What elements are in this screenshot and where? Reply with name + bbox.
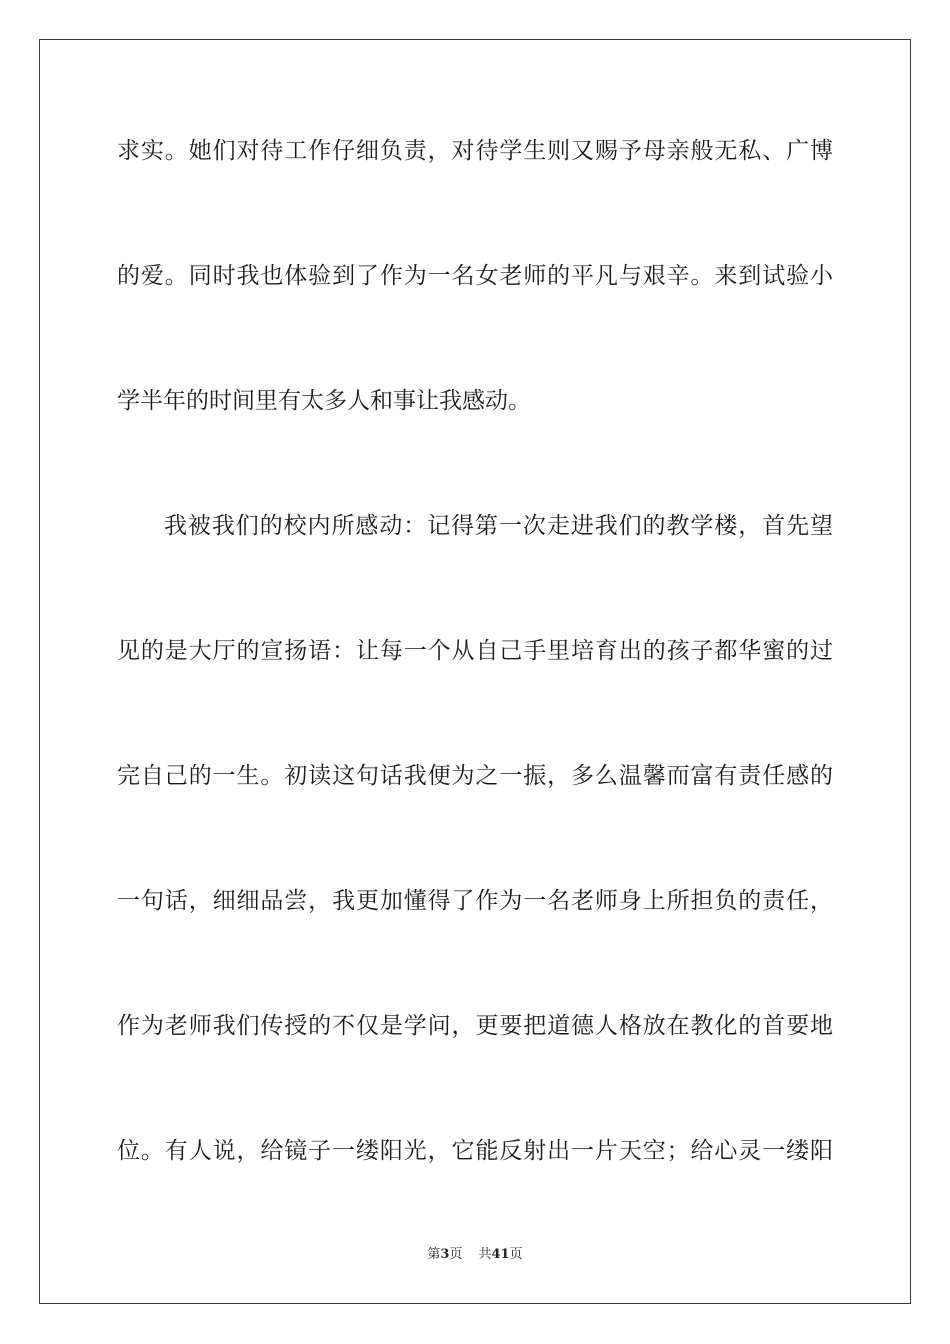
total-suffix: 页 <box>509 1247 523 1262</box>
text-line-1: 求实。她们对待工作仔细负责，对待学生则又赐予母亲般无私、广博 <box>117 138 833 164</box>
page-prefix: 第 <box>427 1247 441 1262</box>
page-border <box>39 39 911 1304</box>
text-line-9: 位。有人说，给镜子一缕阳光，它能反射出一片天空；给心灵一缕阳 <box>117 1138 833 1164</box>
text-line-6: 完自己的一生。初读这句话我便为之一振，多么温馨而富有责任感的 <box>117 763 833 789</box>
text-line-7: 一句话，细细品尝，我更加懂得了作为一名老师身上所担负的责任， <box>117 888 833 914</box>
page-footer <box>0 1246 950 1264</box>
total-pages: 41 <box>491 1247 510 1262</box>
text-line-8: 作为老师我们传授的不仅是学问，更要把道德人格放在教化的首要地 <box>117 1013 833 1039</box>
total-prefix: 共 <box>478 1247 492 1262</box>
page-number: 3 <box>440 1247 450 1262</box>
page-suffix: 页 <box>449 1247 463 1262</box>
text-line-3: 学半年的时间里有太多人和事让我感动。 <box>117 388 531 414</box>
text-line-4: 我被我们的校内所感动：记得第一次走进我们的教学楼，首先望 <box>164 513 833 539</box>
text-line-2: 的爱。同时我也体验到了作为一名女老师的平凡与艰辛。来到试验小 <box>117 263 833 289</box>
text-line-5: 见的是大厅的宣扬语：让每一个从自己手里培育出的孩子都华蜜的过 <box>117 638 833 664</box>
